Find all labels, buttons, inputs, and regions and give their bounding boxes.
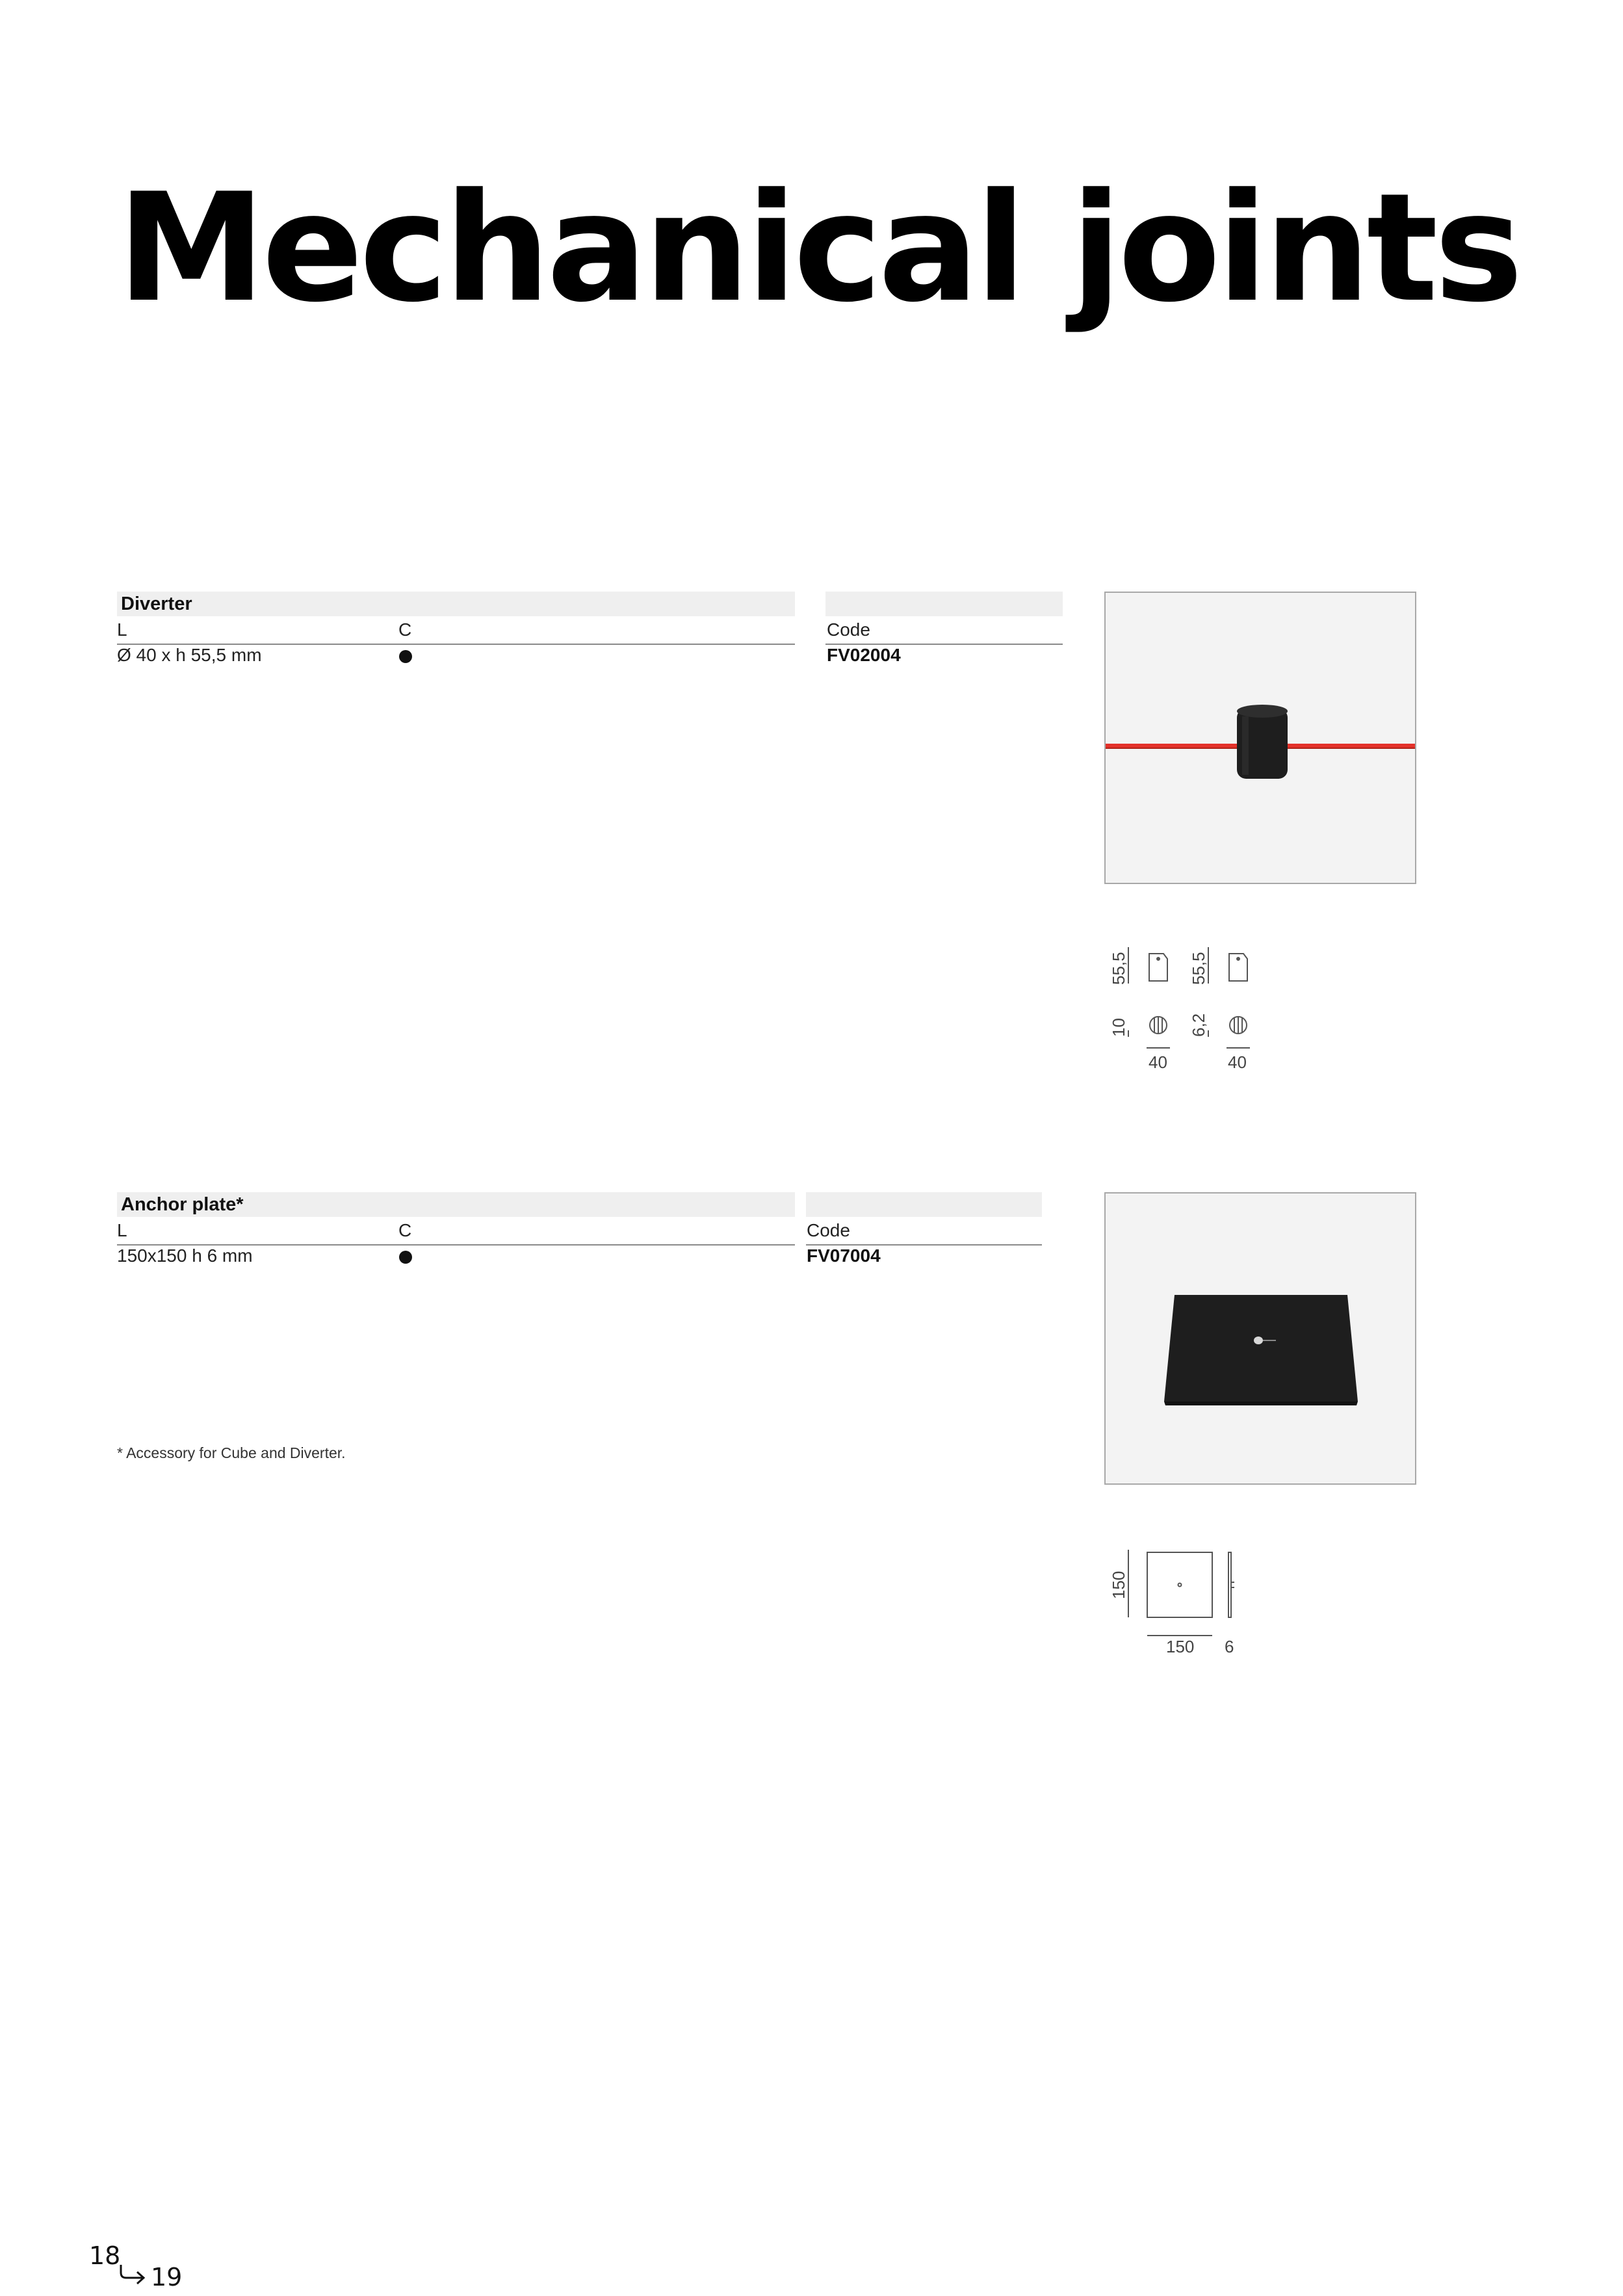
diverter-header-bar [117, 592, 795, 616]
footnote: * Accessory for Cube and Diverter. [117, 1444, 346, 1461]
diverter-col-l: L [117, 620, 127, 640]
anchor-plate-name: Anchor plate* [121, 1194, 244, 1215]
diverter-dim-d2: 6,2 [1189, 1013, 1208, 1037]
diverter-col-code: Code [827, 620, 870, 640]
diverter-photo [1104, 592, 1416, 884]
anchor-plate-dim-w: 150 [1166, 1637, 1195, 1656]
diverter-illustration [1106, 593, 1415, 883]
diverter-code: FV02004 [827, 645, 901, 665]
diverter-code-header-bar [825, 592, 1063, 616]
color-dot-black [399, 1251, 412, 1264]
anchor-plate-dim-h: 150 [1109, 1571, 1128, 1599]
anchor-plate-code-header-bar [806, 1192, 1042, 1217]
diverter-technical-drawing [1118, 946, 1261, 1053]
diverter-dim-h2: 55,5 [1189, 952, 1208, 985]
diverter-col-c: C [398, 620, 412, 640]
page-number-current: 18 [89, 2241, 121, 2270]
page-number-next[interactable]: 19 [151, 2263, 183, 2291]
diverter-name: Diverter [121, 594, 192, 614]
diverter-dim-w2: 40 [1228, 1052, 1247, 1072]
anchor-plate-col-code: Code [807, 1220, 850, 1240]
diverter-dim-w1: 40 [1149, 1052, 1167, 1072]
diverter-dim-d1: 10 [1109, 1018, 1128, 1037]
diverter-size: Ø 40 x h 55,5 mm [117, 645, 262, 665]
anchor-plate-illustration [1106, 1194, 1415, 1483]
anchor-plate-dim-t: 6 [1225, 1637, 1234, 1656]
anchor-plate-photo [1104, 1192, 1416, 1485]
anchor-plate-size: 150x150 h 6 mm [117, 1246, 253, 1266]
anchor-plate-col-l: L [117, 1220, 127, 1240]
color-dot-black [399, 650, 412, 663]
page-title: Mechanical joints [117, 162, 1520, 335]
anchor-plate-code: FV07004 [807, 1246, 881, 1266]
anchor-plate-technical-drawing [1118, 1547, 1248, 1638]
anchor-plate-col-c: C [398, 1220, 412, 1240]
diverter-dim-h1: 55,5 [1109, 952, 1128, 985]
arrow-hook-icon [117, 2263, 148, 2287]
anchor-plate-header-bar [117, 1192, 795, 1217]
